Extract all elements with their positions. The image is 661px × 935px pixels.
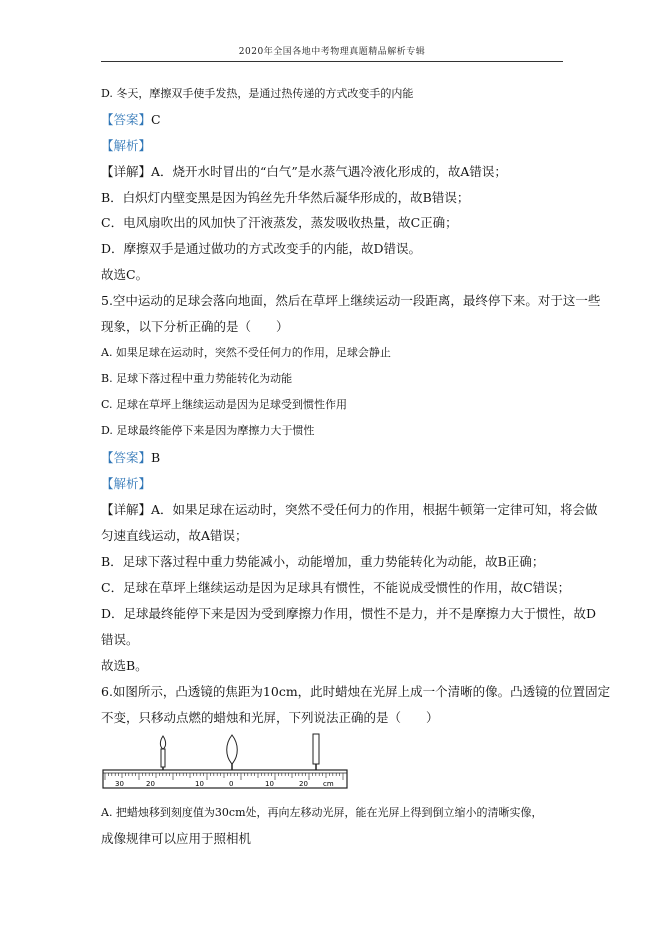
q5-stem-line-2: 现象，以下分析正确的是（ ） <box>101 319 289 334</box>
ruler-label: 20 <box>299 780 308 788</box>
q4-detail-line-3: C．电风扇吹出的风加快了汗液蒸发，蒸发吸收热量，故C正确； <box>101 215 458 230</box>
q4-detail-line-1 <box>101 164 507 180</box>
optical-bench-svg <box>101 732 349 790</box>
detail-tag: 【详解】 <box>101 502 152 517</box>
q4-conclusion: 故选C。 <box>101 267 149 282</box>
q6-option-a-line-2: 成像规律可以应用于照相机 <box>101 831 252 846</box>
header-rule <box>101 61 563 62</box>
ruler-label: 30 <box>115 780 124 788</box>
q4-analysis-tag: 【解析】 <box>101 138 152 153</box>
q5-option-c: C. 足球在草坪上继续运动是因为足球受到惯性作用 <box>101 398 348 411</box>
q6-stem-line-1: 6.如图所示，凸透镜的焦距为10cm，此时蜡烛在光屏上成一个清晰的像。凸透镜的位置固定 <box>101 684 611 699</box>
q5-conclusion: 故选B。 <box>101 658 148 673</box>
light-screen <box>313 734 319 774</box>
page-header: 2020年全国各地中考物理真题精品解析专辑 <box>238 47 426 57</box>
q5-option-a: A. 如果足球在运动时，突然不受任何力的作用，足球会静止 <box>101 346 391 359</box>
ruler-label: 20 <box>146 780 155 788</box>
convex-lens <box>227 735 238 774</box>
optical-bench-figure <box>101 732 349 790</box>
ruler-label: 0 <box>229 780 234 788</box>
q6-stem-line-2: 不变，只移动点燃的蜡烛和光屏，下列说法正确的是（ ） <box>101 710 439 725</box>
q5-detail-line-3: B．足球下落过程中重力势能减小，动能增加，重力势能转化为动能，故B正确； <box>101 554 545 569</box>
q5-detail-line-6: 错误。 <box>101 632 139 647</box>
q6-option-a-line-1: A. 把蜡烛移到刻度值为30cm处，再向左移动光屏，能在光屏上得到倒立缩小的清晰实像， <box>101 806 543 819</box>
q4-answer <box>101 112 161 128</box>
q5-detail-line-2: 匀速直线运动，故A错误； <box>101 528 248 543</box>
ruler-label: 10 <box>265 780 274 788</box>
q5-answer <box>101 450 160 466</box>
answer-tag: 【答案】 <box>101 112 152 127</box>
detail-text: A．烧开水时冒出的“白气”是水蒸气遇冷液化形成的，故A错误； <box>151 164 507 179</box>
detail-text: A．如果足球在运动时，突然不受任何力的作用，根据牛顿第一定律可知，将会做 <box>151 502 598 517</box>
answer-tag: 【答案】 <box>101 450 152 465</box>
q4-option-d: D. 冬天，摩擦双手使手发热，是通过热传递的方式改变手的内能 <box>101 87 414 100</box>
q5-option-b: B. 足球下落过程中重力势能转化为动能 <box>101 372 293 385</box>
q4-detail-line-2: B．白炽灯内壁变黑是因为钨丝先升华然后凝华形成的，故B错误； <box>101 190 470 205</box>
candle <box>160 736 165 774</box>
detail-tag: 【详解】 <box>101 164 152 179</box>
answer-value: C <box>151 112 161 127</box>
ruler-label: 10 <box>195 780 204 788</box>
q5-stem-line-1: 5.空中运动的足球会落向地面，然后在草坪上继续运动一段距离，最终停下来。对于这一些 <box>101 293 601 308</box>
q5-option-d: D. 足球最终能停下来是因为摩擦力大于惯性 <box>101 424 315 437</box>
q5-detail-line-4: C．足球在草坪上继续运动是因为足球具有惯性，不能说成受惯性的作用，故C错误； <box>101 580 571 595</box>
q4-detail-line-4: D．摩擦双手是通过做功的方式改变手的内能，故D错误。 <box>101 241 422 256</box>
answer-value: B <box>151 450 161 465</box>
ruler-label: cm <box>323 780 334 788</box>
q5-detail-line-1 <box>101 502 598 518</box>
q5-analysis-tag: 【解析】 <box>101 476 152 491</box>
q5-detail-line-5: D．足球最终能停下来是因为受到摩擦力作用，惯性不是力，并不是摩擦力大于惯性，故D <box>101 606 597 621</box>
